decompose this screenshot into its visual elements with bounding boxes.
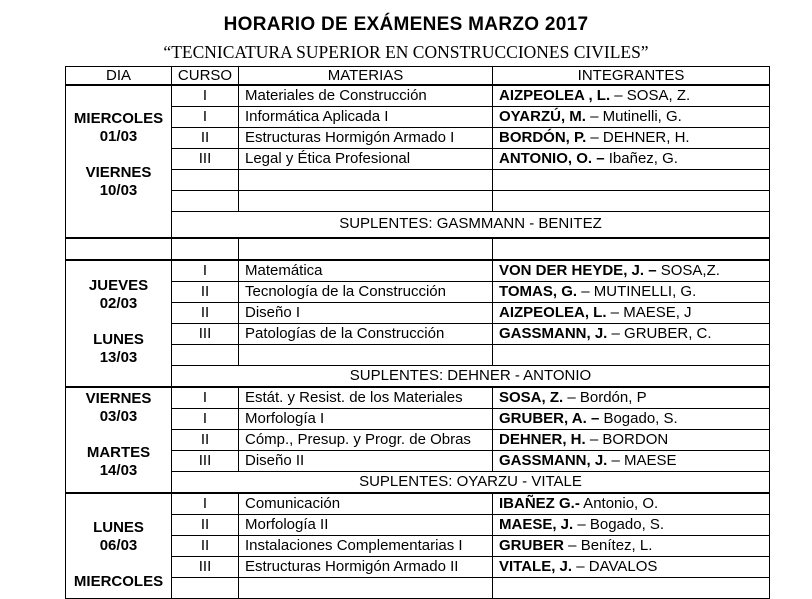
date-label: 02/03 [99, 294, 138, 312]
integrantes-cell [493, 450, 770, 471]
integrante-rest: – DAVALOS [572, 557, 658, 575]
integrante-lead: OYARZÚ, M. [499, 108, 586, 125]
table-row [66, 429, 770, 450]
integrante-lead: AIZPEOLEA , L. [499, 87, 611, 104]
integrantes-cell [493, 535, 770, 556]
day-label: JUEVES [88, 276, 149, 294]
day-cell [66, 493, 172, 599]
integrantes-cell [493, 556, 770, 577]
integrante-lead: GASSMANN, J. [499, 451, 608, 469]
curso-cell: III [172, 149, 239, 170]
curso-cell: II [172, 429, 239, 450]
table-row [66, 514, 770, 535]
integrantes-cell [493, 323, 770, 344]
materia-cell: Estructuras Hormigón Armado II [239, 556, 493, 577]
integrante-rest: Bogado, S. [599, 409, 678, 427]
curso-cell: I [172, 387, 239, 409]
integrantes-cell [493, 128, 770, 149]
integrantes-cell [493, 514, 770, 535]
day-label: MIERCOLES [73, 110, 164, 127]
day-label: MIERCOLES [73, 572, 164, 590]
table-row [66, 556, 770, 577]
empty-row [66, 170, 770, 191]
integrante-lead: TOMAS, G. [499, 282, 578, 300]
integrante-lead: GRUBER [499, 536, 565, 554]
curso-cell: II [172, 514, 239, 535]
integrante-rest: Antonio, O. [579, 494, 659, 512]
table-row [66, 128, 770, 149]
materia-cell: Materiales de Construcción [239, 85, 493, 107]
integrante-lead: VITALE, J. [499, 557, 573, 575]
suplentes-row [66, 212, 770, 238]
empty-row [66, 191, 770, 212]
day-label: VIERNES [85, 164, 152, 181]
empty-row [66, 344, 770, 365]
integrantes-cell [493, 408, 770, 429]
integrante-rest: – Bogado, S. [573, 515, 665, 533]
table-row [66, 149, 770, 170]
header-materias: MATERIAS [239, 67, 493, 86]
materia-cell: Matemática [239, 260, 493, 282]
integrantes-cell [493, 387, 770, 409]
day-label: LUNES [93, 518, 144, 536]
curso-cell: I [172, 493, 239, 515]
materia-cell: Morfología II [239, 514, 493, 535]
integrante-lead: GRUBER, A. – [499, 409, 600, 427]
integrante-lead: GASSMANN, J. [499, 324, 608, 342]
integrante-rest: – SOSA, Z. [610, 87, 691, 104]
table-row [66, 107, 770, 128]
integrante-rest: – MUTINELLI, G. [577, 282, 697, 300]
integrante-lead: BORDÓN, P. [499, 129, 587, 146]
materia-cell: Legal y Ética Profesional [239, 149, 493, 170]
separator-row [66, 238, 770, 260]
integrante-rest: – Benítez, L. [564, 536, 653, 554]
materia-cell: Diseño I [239, 302, 493, 323]
curso-cell: II [172, 535, 239, 556]
table-row [66, 323, 770, 344]
day-cell [66, 387, 172, 493]
curso-cell: II [172, 302, 239, 323]
curso-cell: I [172, 260, 239, 282]
integrante-rest: – Mutinelli, G. [585, 108, 682, 125]
table-row [66, 260, 770, 282]
suplentes-cell: SUPLENTES: OYARZU - VITALE [172, 471, 770, 493]
integrante-lead: SOSA, Z. [499, 388, 564, 406]
header-integrantes: INTEGRANTES [493, 67, 770, 86]
table-row [66, 450, 770, 471]
date-label: 03/03 [99, 407, 138, 425]
integrante-lead: IBAÑEZ G.- [499, 494, 580, 512]
integrante-rest: – DEHNER, H. [586, 129, 690, 146]
suplentes-row [66, 471, 770, 493]
table-row [66, 535, 770, 556]
curso-cell: II [172, 128, 239, 149]
date-label: 14/03 [99, 461, 138, 479]
integrante-lead: DEHNER, H. [499, 430, 586, 448]
header-dia: DIA [66, 67, 172, 86]
curso-cell: I [172, 408, 239, 429]
table-row [66, 281, 770, 302]
table-row [66, 387, 770, 409]
integrantes-cell [493, 281, 770, 302]
materia-cell: Informática Aplicada I [239, 107, 493, 128]
materia-cell: Tecnología de la Construcción [239, 281, 493, 302]
header-row [66, 67, 770, 86]
table-row [66, 493, 770, 515]
day-label: VIERNES [85, 389, 152, 407]
integrantes-cell [493, 302, 770, 323]
day-cell [66, 260, 172, 387]
integrante-rest: – BORDON [585, 430, 669, 448]
materia-cell: Estát. y Resist. de los Materiales [239, 387, 493, 409]
curso-cell: I [172, 107, 239, 128]
integrantes-cell [493, 149, 770, 170]
integrante-rest: – MAESE [607, 451, 677, 469]
table-row [66, 85, 770, 107]
integrante-rest: – Bordón, P [563, 388, 647, 406]
suplentes-row [66, 365, 770, 387]
page-title: HORARIO DE EXÁMENES MARZO 2017 [223, 14, 589, 35]
curso-cell: I [172, 85, 239, 107]
integrante-rest: – MAESE, J [606, 303, 692, 321]
date-label: 10/03 [99, 182, 138, 199]
integrante-rest: Ibañez, G. [604, 150, 678, 167]
table-row [66, 408, 770, 429]
table-row [66, 302, 770, 323]
curso-cell: III [172, 556, 239, 577]
materia-cell: Morfología I [239, 408, 493, 429]
day-label: MARTES [86, 443, 151, 461]
materia-cell: Diseño II [239, 450, 493, 471]
integrante-lead: ANTONIO, O. – [499, 150, 605, 167]
header-curso: CURSO [172, 67, 239, 86]
page-subtitle: “TECNICATURA SUPERIOR EN CONSTRUCCIONES CIVILES” [163, 42, 649, 62]
materia-cell: Cómp., Presup. y Progr. de Obras [239, 429, 493, 450]
date-label: 01/03 [99, 128, 138, 145]
integrante-rest: – GRUBER, C. [607, 324, 712, 342]
materia-cell: Estructuras Hormigón Armado I [239, 128, 493, 149]
materia-cell: Comunicación [239, 493, 493, 515]
integrante-lead: VON DER HEYDE, J. – [499, 261, 657, 279]
empty-row [66, 577, 770, 598]
curso-cell: III [172, 323, 239, 344]
day-cell [66, 85, 172, 238]
integrantes-cell [493, 429, 770, 450]
curso-cell: II [172, 281, 239, 302]
integrante-rest: SOSA,Z. [656, 261, 720, 279]
day-label: LUNES [93, 330, 144, 348]
materia-cell: Patologías de la Construcción [239, 323, 493, 344]
integrante-lead: MAESE, J. [499, 515, 574, 533]
suplentes-cell: SUPLENTES: GASMMANN - BENITEZ [172, 212, 770, 238]
materia-cell: Instalaciones Complementarias I [239, 535, 493, 556]
integrantes-cell [493, 260, 770, 282]
integrantes-cell [493, 107, 770, 128]
exam-schedule-table [65, 66, 770, 599]
curso-cell: III [172, 450, 239, 471]
integrante-lead: AIZPEOLEA, L. [499, 303, 607, 321]
integrantes-cell [493, 493, 770, 515]
suplentes-cell: SUPLENTES: DEHNER - ANTONIO [172, 365, 770, 387]
date-label: 13/03 [99, 348, 138, 366]
integrantes-cell [493, 85, 770, 107]
date-label: 06/03 [99, 536, 138, 554]
